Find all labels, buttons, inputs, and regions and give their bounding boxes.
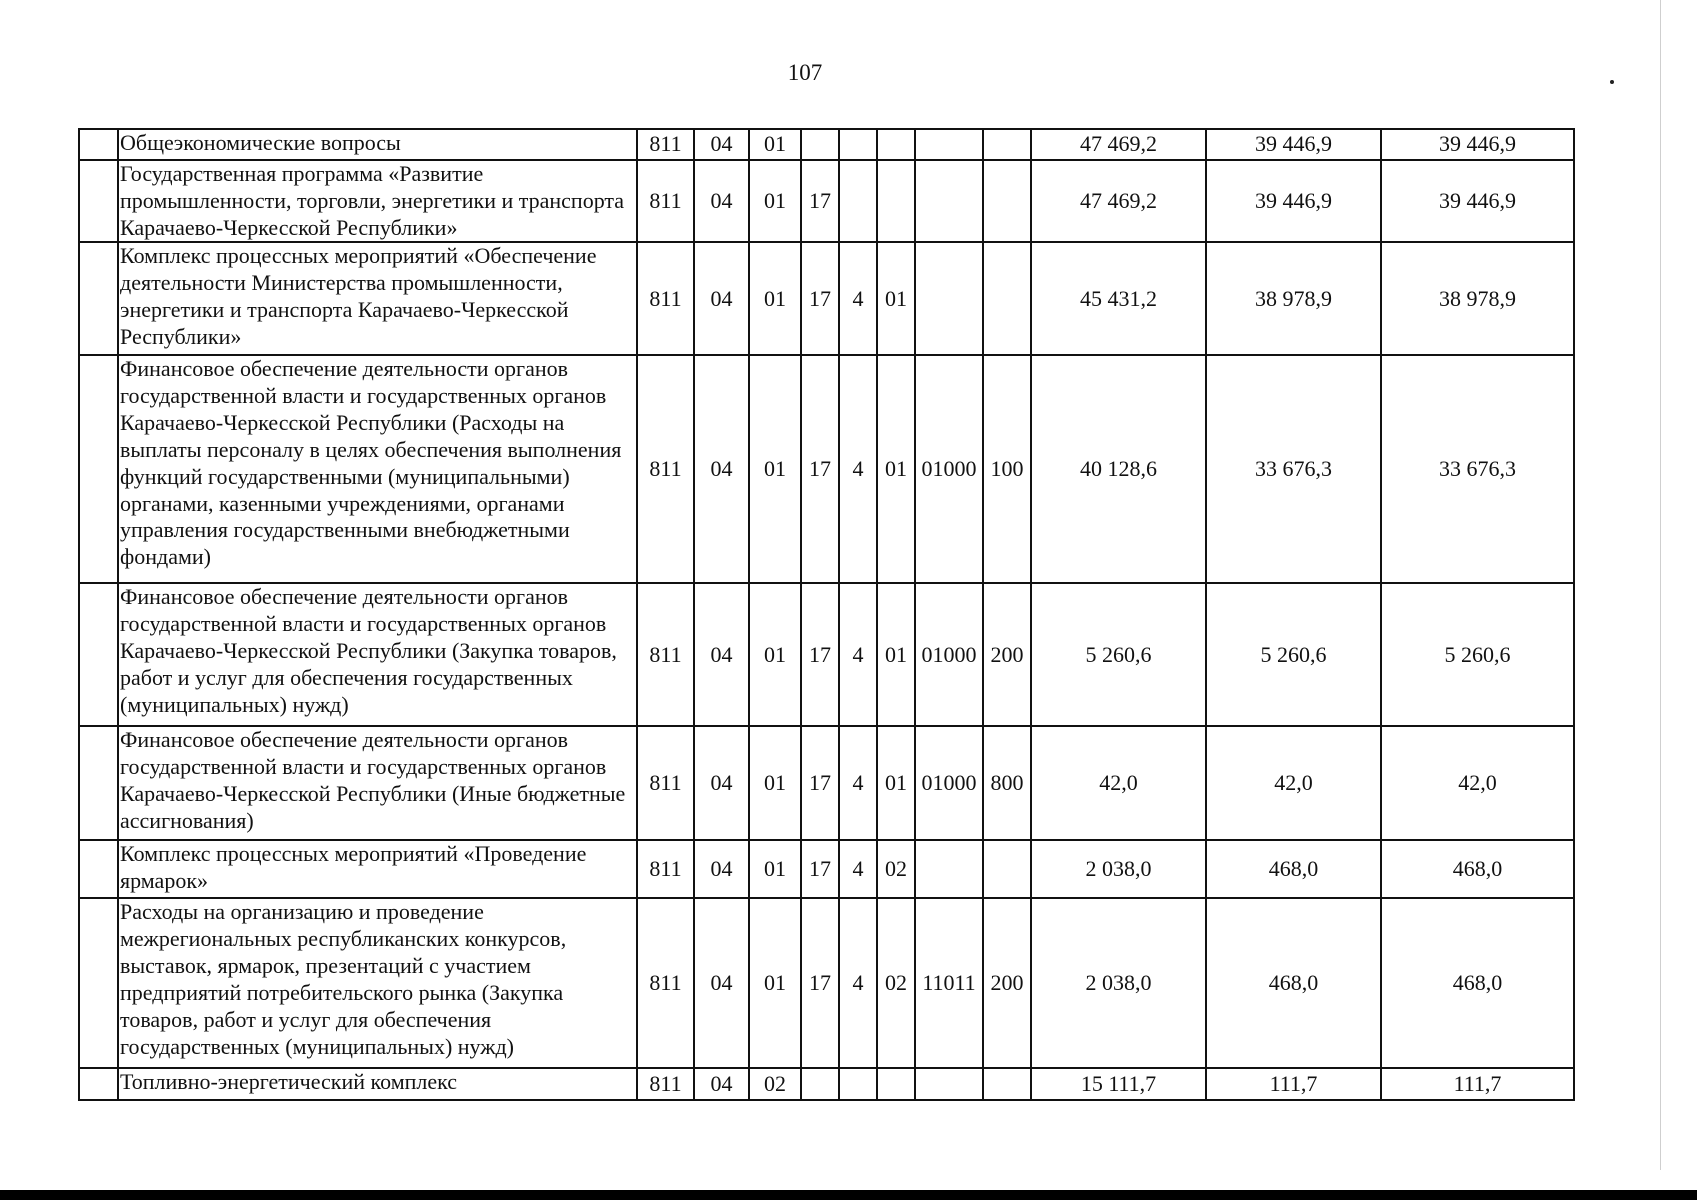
row-marker-cell	[79, 355, 118, 583]
table-row	[79, 898, 1574, 1068]
page-number: 107	[787, 60, 823, 85]
row-name: Топливно-энергетический комплекс	[118, 1068, 637, 1100]
table-row	[79, 129, 1574, 160]
code-program: 17	[801, 583, 839, 726]
code-direction	[915, 129, 983, 160]
row-name: Комплекс процессных мероприятий «Проведение ярмарок»	[118, 840, 637, 898]
code-type	[839, 160, 877, 242]
code-complex: 01	[877, 242, 915, 355]
code-subsection: 01	[749, 840, 801, 898]
code-complex: 02	[877, 840, 915, 898]
sum-year-3: 468,0	[1381, 840, 1574, 898]
code-complex	[877, 160, 915, 242]
code-subsection: 01	[749, 898, 801, 1068]
row-name: Общеэкономические вопросы	[118, 129, 637, 160]
code-expense-type	[983, 129, 1031, 160]
table-row	[79, 840, 1574, 898]
code-direction	[915, 242, 983, 355]
code-ministry: 811	[637, 898, 694, 1068]
code-program: 17	[801, 160, 839, 242]
sum-year-3: 5 260,6	[1381, 583, 1574, 726]
sum-year-1: 47 469,2	[1031, 129, 1206, 160]
code-complex: 01	[877, 583, 915, 726]
code-program: 17	[801, 242, 839, 355]
table-row	[79, 160, 1574, 242]
sum-year-1: 42,0	[1031, 726, 1206, 840]
row-name: Финансовое обеспечение деятельности органов государственной власти и государственных органов Карачаево-Черкесской Республики (Закупка товаров, работ и услуг для обеспечения государственных (муниципальных) нужд)	[118, 583, 637, 726]
sum-year-2: 39 446,9	[1206, 160, 1381, 242]
code-section: 04	[694, 355, 749, 583]
code-program: 17	[801, 355, 839, 583]
code-direction	[915, 840, 983, 898]
code-program: 17	[801, 840, 839, 898]
code-subsection: 01	[749, 129, 801, 160]
code-subsection: 02	[749, 1068, 801, 1100]
sum-year-2: 38 978,9	[1206, 242, 1381, 355]
row-name: Государственная программа «Развитие промышленности, торговли, энергетики и транспорта Карачаево-Черкесской Республики»	[118, 160, 637, 242]
code-expense-type: 200	[983, 898, 1031, 1068]
code-complex: 02	[877, 898, 915, 1068]
table-row	[79, 242, 1574, 355]
table-row	[79, 726, 1574, 840]
code-section: 04	[694, 160, 749, 242]
code-expense-type: 200	[983, 583, 1031, 726]
row-marker-cell	[79, 898, 118, 1068]
sum-year-2: 468,0	[1206, 840, 1381, 898]
row-marker-cell	[79, 583, 118, 726]
sum-year-1: 47 469,2	[1031, 160, 1206, 242]
code-subsection: 01	[749, 355, 801, 583]
row-marker-cell	[79, 840, 118, 898]
code-complex: 01	[877, 355, 915, 583]
code-ministry: 811	[637, 840, 694, 898]
code-type: 4	[839, 355, 877, 583]
row-name: Финансовое обеспечение деятельности органов государственной власти и государственных органов Карачаево-Черкесской Республики (Расходы на выплаты персоналу в целях обеспечения выполнения функций государственными (муниципальными) органами, казенными учреждениями, органами управления государственными внебюджетными фондами)	[118, 355, 637, 583]
code-expense-type	[983, 242, 1031, 355]
code-direction	[915, 160, 983, 242]
row-name: Расходы на организацию и проведение межрегиональных республиканских конкурсов, выставок, ярмарок, презентаций с участием предприятий потребительского рынка (Закупка товаров, работ и услуг для обеспечения государственных (муниципальных) нужд)	[118, 898, 637, 1068]
table-row	[79, 583, 1574, 726]
code-subsection: 01	[749, 160, 801, 242]
scan-bottom-edge	[0, 1190, 1697, 1200]
row-marker-cell	[79, 242, 118, 355]
code-ministry: 811	[637, 726, 694, 840]
row-marker-cell	[79, 1068, 118, 1100]
code-expense-type	[983, 1068, 1031, 1100]
code-ministry: 811	[637, 583, 694, 726]
table-row	[79, 1068, 1574, 1100]
code-expense-type	[983, 840, 1031, 898]
code-complex: 01	[877, 726, 915, 840]
code-expense-type	[983, 160, 1031, 242]
code-type: 4	[839, 898, 877, 1068]
code-type: 4	[839, 583, 877, 726]
sum-year-2: 111,7	[1206, 1068, 1381, 1100]
sum-year-3: 39 446,9	[1381, 160, 1574, 242]
code-program	[801, 1068, 839, 1100]
code-direction: 01000	[915, 355, 983, 583]
code-direction: 01000	[915, 583, 983, 726]
code-direction: 01000	[915, 726, 983, 840]
budget-table	[78, 128, 1575, 1101]
code-program: 17	[801, 898, 839, 1068]
row-marker-cell	[79, 160, 118, 242]
sum-year-1: 45 431,2	[1031, 242, 1206, 355]
table-row	[79, 355, 1574, 583]
code-expense-type: 800	[983, 726, 1031, 840]
code-ministry: 811	[637, 160, 694, 242]
code-program	[801, 129, 839, 160]
sum-year-2: 468,0	[1206, 898, 1381, 1068]
scan-margin-line	[1660, 0, 1661, 1170]
code-type: 4	[839, 726, 877, 840]
code-section: 04	[694, 129, 749, 160]
code-type: 4	[839, 840, 877, 898]
code-subsection: 01	[749, 583, 801, 726]
sum-year-1: 40 128,6	[1031, 355, 1206, 583]
code-ministry: 811	[637, 355, 694, 583]
sum-year-2: 42,0	[1206, 726, 1381, 840]
code-complex	[877, 1068, 915, 1100]
sum-year-1: 5 260,6	[1031, 583, 1206, 726]
row-name: Комплекс процессных мероприятий «Обеспечение деятельности Министерства промышленности, энергетики и транспорта Карачаево-Черкесской Республики»	[118, 242, 637, 355]
code-ministry: 811	[637, 1068, 694, 1100]
sum-year-2: 39 446,9	[1206, 129, 1381, 160]
sum-year-1: 2 038,0	[1031, 898, 1206, 1068]
code-section: 04	[694, 242, 749, 355]
code-section: 04	[694, 1068, 749, 1100]
code-type	[839, 129, 877, 160]
code-ministry: 811	[637, 129, 694, 160]
code-type: 4	[839, 242, 877, 355]
sum-year-3: 111,7	[1381, 1068, 1574, 1100]
code-program: 17	[801, 726, 839, 840]
sum-year-1: 15 111,7	[1031, 1068, 1206, 1100]
code-expense-type: 100	[983, 355, 1031, 583]
sum-year-3: 38 978,9	[1381, 242, 1574, 355]
code-type	[839, 1068, 877, 1100]
sum-year-2: 33 676,3	[1206, 355, 1381, 583]
code-subsection: 01	[749, 726, 801, 840]
code-section: 04	[694, 840, 749, 898]
row-name: Финансовое обеспечение деятельности органов государственной власти и государственных органов Карачаево-Черкесской Республики (Иные бюджетные ассигнования)	[118, 726, 637, 840]
code-section: 04	[694, 898, 749, 1068]
sum-year-3: 42,0	[1381, 726, 1574, 840]
sum-year-2: 5 260,6	[1206, 583, 1381, 726]
code-ministry: 811	[637, 242, 694, 355]
sum-year-3: 39 446,9	[1381, 129, 1574, 160]
sum-year-3: 468,0	[1381, 898, 1574, 1068]
code-complex	[877, 129, 915, 160]
sum-year-3: 33 676,3	[1381, 355, 1574, 583]
code-section: 04	[694, 726, 749, 840]
sum-year-1: 2 038,0	[1031, 840, 1206, 898]
row-marker-cell	[79, 726, 118, 840]
row-marker-cell	[79, 129, 118, 160]
code-direction	[915, 1068, 983, 1100]
code-direction: 11011	[915, 898, 983, 1068]
code-section: 04	[694, 583, 749, 726]
code-subsection: 01	[749, 242, 801, 355]
scan-speck	[1610, 80, 1614, 84]
